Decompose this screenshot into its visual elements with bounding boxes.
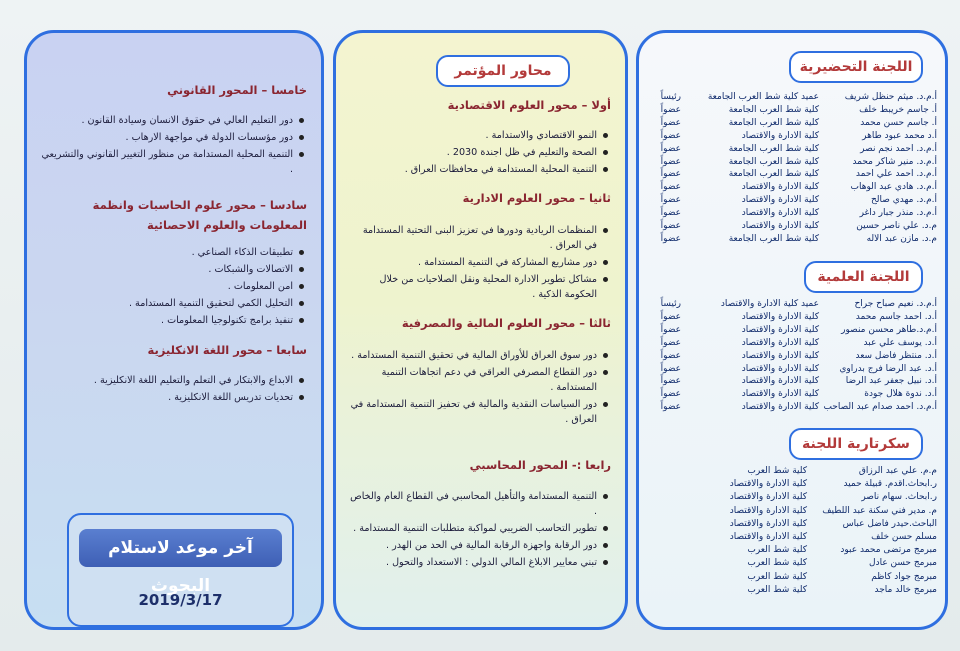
more-axes-panel <box>24 30 324 630</box>
conference-axes-panel <box>333 30 628 630</box>
member-role: عضواً <box>660 195 681 206</box>
member-role: عضواً <box>660 143 681 154</box>
member-institution: كلية الادارة والاقتصاد <box>741 221 819 232</box>
member-institution: كلية الادارة والاقتصاد <box>741 195 819 206</box>
member-row <box>645 156 937 169</box>
member-institution: كلية شط العرب الجامعة <box>728 117 819 128</box>
prep-committee-title: اللجنة التحضيرية <box>789 51 923 83</box>
member-institution: كلية الادارة والاقتصاد <box>741 350 819 361</box>
bullet-item: الابداع والابتكار في التعلم والتعليم اللغة الانكليزية . <box>41 373 293 388</box>
member-role: عضواً <box>660 363 681 374</box>
member-role: عضواً <box>660 130 681 141</box>
member-row <box>645 491 937 504</box>
member-row <box>645 518 937 531</box>
axis-management-list <box>350 223 611 304</box>
member-institution: كلية شط العرب الجامعة <box>728 104 819 115</box>
member-row <box>645 544 937 557</box>
member-role: عضواً <box>660 311 681 322</box>
deadline-label: آخر موعد لاستلام البحوث <box>79 529 282 567</box>
member-institution: كلية شط العرب <box>747 466 807 476</box>
member-role: عضواً <box>660 389 681 400</box>
bullet-item: الاتصالات والشبكات . <box>41 262 293 277</box>
member-role: عضواً <box>660 337 681 348</box>
member-row <box>645 337 937 350</box>
secretariat-list <box>645 465 937 597</box>
bullet-item: تنفيذ برامج تكنولوجيا المعلومات . <box>41 313 293 328</box>
member-name: أ.م.د. هادي عبد الوهاب <box>850 182 937 193</box>
member-row <box>645 375 937 388</box>
member-row <box>645 324 937 337</box>
member-institution: كلية شط العرب <box>747 558 807 569</box>
deadline-date: 2019/3/17 <box>138 591 223 609</box>
member-name: م.د. علي ناصر حسين <box>856 221 937 232</box>
member-name: الباحث.حيدر فاضل عباس <box>842 518 937 529</box>
axis-english-title: سابعا – محور اللغة الانكليزية <box>147 343 307 357</box>
axis-law-title: خامسا – المحور القانوني <box>167 83 307 97</box>
bullet-item: المنظمات الريادية ودورها في تعزيز البنى التحتية المستدامة في العراق . <box>350 223 597 253</box>
member-institution: كلية الادارة والاقتصاد <box>741 363 819 374</box>
member-role: عضواً <box>660 350 681 361</box>
member-row <box>645 478 937 491</box>
bullet-item: دور الرقابة واجهزة الرقابة المالية في الحد من الهدر . <box>350 538 597 553</box>
sci-committee-title: اللجنة العلمية <box>804 261 923 293</box>
axis-law-list <box>41 113 307 179</box>
axis-accounting-list <box>350 489 611 572</box>
prep-committee-list <box>645 91 937 246</box>
member-row <box>645 557 937 570</box>
member-row <box>645 465 937 478</box>
member-name: أ.د. ندوة هلال جودة <box>864 389 937 400</box>
axis-economics-list <box>350 128 611 179</box>
member-row <box>645 311 937 324</box>
member-row <box>645 143 937 156</box>
bullet-item: تطوير التحاسب الضريبي لمواكبة متطلبات التنمية المستدامة . <box>350 521 597 536</box>
member-name: أ. جاسم خريبط خلف <box>859 104 937 115</box>
member-institution: كلية الادارة والاقتصاد <box>741 208 819 219</box>
member-row <box>645 388 937 401</box>
member-row <box>645 220 937 233</box>
member-row <box>645 350 937 363</box>
axis-finance-list <box>350 348 611 429</box>
member-role: رئيساً <box>660 299 681 309</box>
secretariat-title: سكرتارية اللجنة <box>789 428 923 460</box>
member-institution: عميد كلية شط العرب الجامعة <box>707 92 819 102</box>
member-row <box>645 117 937 130</box>
member-name: أ.د محمد عبود طاهر <box>862 130 937 141</box>
member-institution: كلية الادارة والاقتصاد <box>741 130 819 141</box>
member-row <box>645 168 937 181</box>
member-institution: كلية الادارة والاقتصاد <box>729 505 807 516</box>
member-institution: كلية الادارة والاقتصاد <box>741 311 819 322</box>
member-row <box>645 363 937 376</box>
member-institution: كلية شط العرب الجامعة <box>728 156 819 167</box>
deadline-box <box>67 513 294 627</box>
member-row <box>645 531 937 544</box>
member-row <box>645 207 937 220</box>
committees-panel <box>636 30 948 630</box>
member-institution: كلية شط العرب <box>747 584 807 595</box>
member-institution: كلية الادارة والاقتصاد <box>741 402 819 413</box>
bullet-item: دور التعليم العالي في حقوق الانسان وسيادة القانون . <box>41 113 293 128</box>
member-institution: كلية شط العرب الجامعة <box>728 169 819 180</box>
member-name: مسلم حسن خلف <box>871 532 937 543</box>
bullet-item: دور السياسات النقدية والمالية في تحفيز التنمية المستدامة في العراق . <box>350 399 597 425</box>
member-institution: كلية الادارة والاقتصاد <box>741 389 819 400</box>
member-role: عضواً <box>660 402 681 413</box>
member-name: م.د. مازن عبد الاله <box>866 233 937 244</box>
member-role: عضواً <box>660 376 681 387</box>
member-row <box>645 505 937 518</box>
member-role: رئيساً <box>660 92 681 102</box>
axis-computing-title: سادسا – محور علوم الحاسبات وانظمة المعلومات والعلوم الاحصائية <box>92 198 307 232</box>
bullet-item: مشاكل تطوير الادارة المحلية ونقل الصلاحيات من خلال الحكومة الذكية . <box>350 272 597 302</box>
member-name: أ.د. احمد جاسم محمد <box>855 311 937 322</box>
member-row <box>645 298 937 311</box>
member-institution: كلية شط العرب الجامعة <box>728 143 819 154</box>
member-name: ر.ابحاث.اقدم. قبيلة حميد <box>843 479 937 490</box>
member-name: أ.د. منتظر فاضل سعد <box>855 350 937 361</box>
bullet-item: تحديات تدريس اللغة الانكليزية . <box>41 390 293 405</box>
member-institution: كلية الادارة والاقتصاد <box>729 518 807 529</box>
bullet-item: امن المعلومات . <box>41 279 293 294</box>
axis-finance-title: ثالثا – محور العلوم المالية والمصرفية <box>401 316 611 330</box>
member-name: مبرمج جواد كاظم <box>871 571 937 582</box>
member-name: مبرمج مرتضى محمد عبود <box>840 545 937 556</box>
member-name: أ.م.د. منذر جبار داغر <box>859 208 937 219</box>
member-institution: كلية الادارة والاقتصاد <box>729 532 807 543</box>
member-name: أ.م.د. احمد نجم نصر <box>860 143 937 154</box>
axis-accounting-title: رابعا :- المحور المحاسبي <box>469 458 611 472</box>
bullet-item: التنمية المستدامة والتأهيل المحاسبي في القطاع العام والخاص . <box>350 491 597 517</box>
member-row <box>645 401 937 414</box>
member-row <box>645 584 937 597</box>
member-name: أ.د. عبد الرضا فرج بدراوي <box>839 363 937 374</box>
member-row <box>645 181 937 194</box>
bullet-item: النمو الاقتصادي والاستدامة . <box>350 128 597 143</box>
member-name: أ.م.د. احمد علي احمد <box>855 169 937 180</box>
member-role: عضواً <box>660 117 681 128</box>
member-name: مبرمج حسن عادل <box>869 558 937 569</box>
member-role: عضواً <box>660 208 681 219</box>
member-role: عضواً <box>660 233 681 244</box>
bullet-item: دور مؤسسات الدولة في مواجهة الارهاب . <box>41 130 293 145</box>
member-institution: كلية شط العرب <box>747 545 807 556</box>
axis-management-title: ثانيا – محور العلوم الادارية <box>462 191 611 205</box>
member-name: أ.د. نبيل جعفر عبد الرضا <box>845 376 937 387</box>
member-role: عضواً <box>660 156 681 167</box>
bullet-item: دور سوق العراق للأوراق المالية في تحقيق التنمية المستدامة . <box>351 350 597 361</box>
member-row <box>645 130 937 143</box>
axis-computing-list <box>41 245 307 330</box>
member-role: عضواً <box>660 324 681 335</box>
bullet-item: تطبيقات الذكاء الصناعي . <box>41 245 293 260</box>
member-institution: كلية الادارة والاقتصاد <box>741 337 819 348</box>
member-role: عضواً <box>660 221 681 232</box>
member-row <box>645 91 937 104</box>
member-institution: كلية الادارة والاقتصاد <box>741 376 819 387</box>
member-institution: كلية الادارة والاقتصاد <box>741 324 819 335</box>
member-role: عضواً <box>660 104 681 115</box>
axis-english-list <box>41 373 307 407</box>
member-institution: كلية شط العرب <box>747 571 807 582</box>
member-institution: كلية شط العرب الجامعة <box>728 233 819 244</box>
sci-committee-list <box>645 298 937 414</box>
member-name: أ. جاسم حسن محمد <box>860 117 937 128</box>
member-institution: عميد كلية الادارة والاقتصاد <box>720 299 819 309</box>
member-name: مبرمج خالد ماجد <box>874 584 937 595</box>
member-name: أ.د. يوسف علي عبد <box>863 337 937 348</box>
member-role: عضواً <box>660 169 681 180</box>
member-institution: كلية الادارة والاقتصاد <box>729 492 807 503</box>
member-row <box>645 233 937 246</box>
member-role: عضواً <box>660 182 681 193</box>
bullet-item: التنمية المحلية المستدامة في محافظات العراق . <box>350 162 597 177</box>
member-institution: كلية الادارة والاقتصاد <box>729 479 807 490</box>
member-name: م. مدير فني سكنة عبد اللطيف <box>822 505 937 516</box>
member-name: أ.م.د. ميثم حنظل شريف <box>844 92 937 102</box>
bullet-item: دور مشاريع المشاركة في التنمية المستدامة . <box>350 255 597 270</box>
bullet-item: تبني معايير الابلاغ المالي الدولي : الاستعداد والتحول . <box>350 555 597 570</box>
axis-economics-title: أولا – محور العلوم الاقتصادية <box>447 98 611 112</box>
bullet-item: التحليل الكمي لتحقيق التنمية المستدامة . <box>41 296 293 311</box>
bullet-item: الصحة والتعليم في ظل اجندة 2030 . <box>350 145 597 160</box>
member-name: أ.م.د. احمد صدام عبد الصاحب <box>823 402 937 413</box>
member-name: ر.ابحاث. سهام ناصر <box>861 492 937 503</box>
bullet-item: دور القطاع المصرفي العراقي في دعم اتجاهات التنمية المستدامة . <box>350 365 597 395</box>
member-row <box>645 194 937 207</box>
member-name: أ.م.د. منير شاكر محمد <box>852 156 937 167</box>
member-row <box>645 571 937 584</box>
bullet-item: التنمية المحلية المستدامة من منظور التغيير القانوني والتشريعي . <box>41 149 293 175</box>
member-name: أ.م.د. نعيم صباح جراح <box>854 299 937 309</box>
member-row <box>645 104 937 117</box>
axes-title: محاور المؤتمر <box>436 55 570 87</box>
member-name: أ.م.د. مهدي صالح <box>870 195 937 206</box>
member-name: أ.م.د.طاهر محسن منصور <box>841 324 937 335</box>
member-institution: كلية الادارة والاقتصاد <box>741 182 819 193</box>
member-name: م.م. علي عبد الرزاق <box>858 466 937 476</box>
